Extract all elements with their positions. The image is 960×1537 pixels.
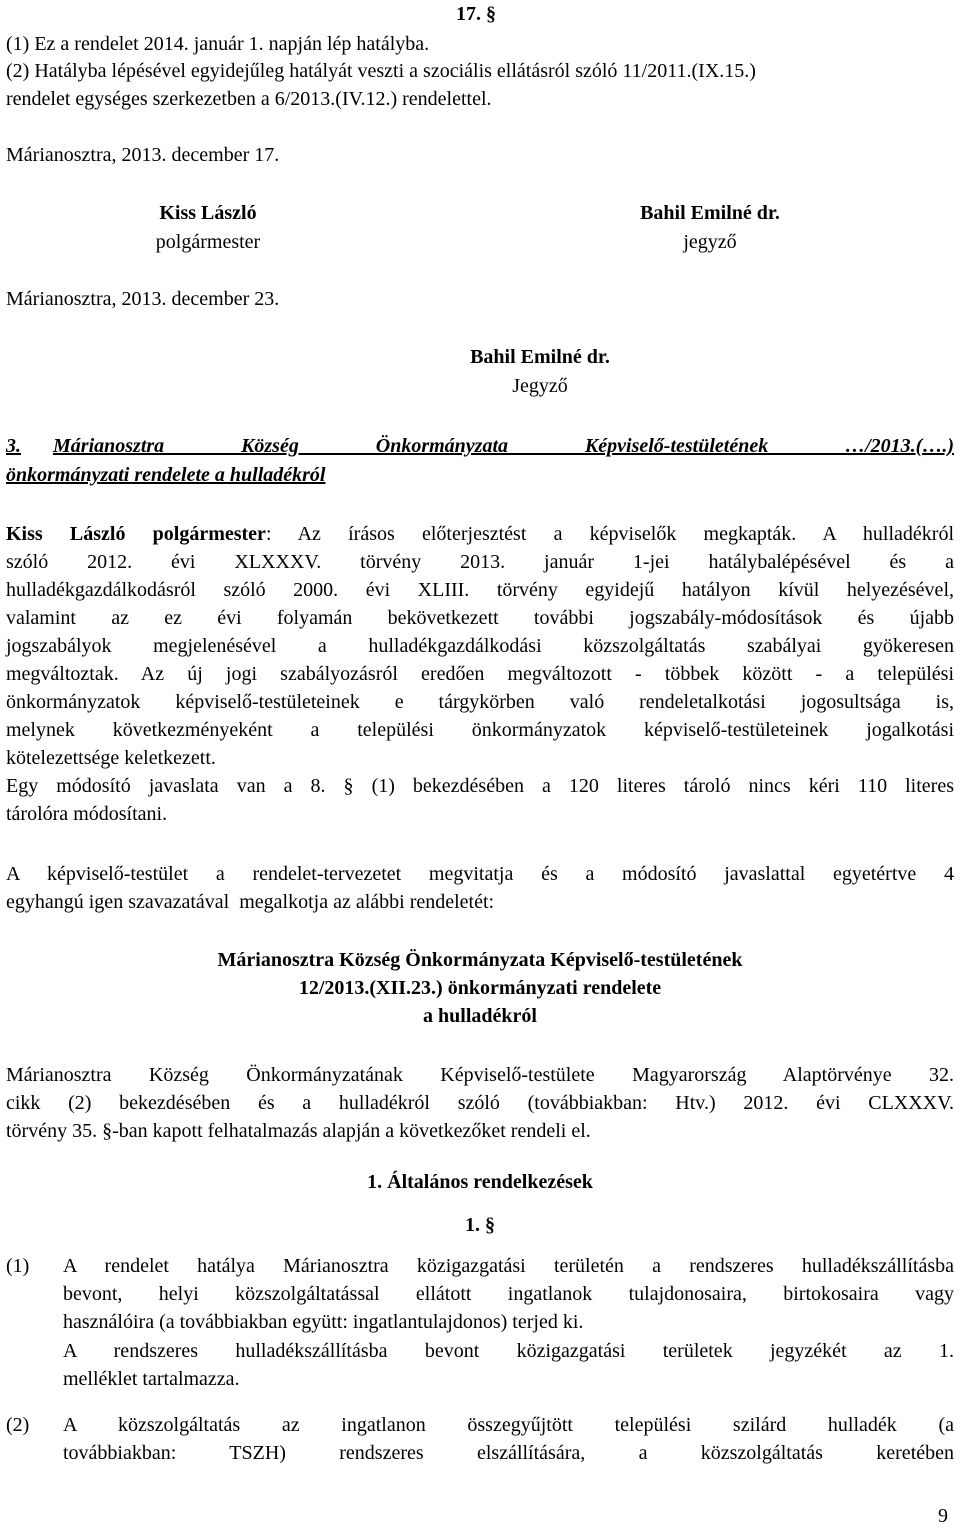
p3-line-1: A képviselő-testület a rendelet-tervezetet megvitatja és a módosító javaslattal egyetértve 4	[6, 863, 954, 885]
p1-line-6: megváltoztak. Az új jogi szabályozásról eredően megváltozott - többek között - a települési	[6, 663, 954, 685]
decree-title-line-3: a hulladékról	[423, 1005, 537, 1027]
page-number: 9	[938, 1505, 948, 1527]
decree-title-line-1: Márianosztra Község Önkormányzata Képviselő-testületének	[217, 949, 743, 971]
para-1-line-2: bevont, helyi közszolgáltatással ellátott ingatlanok tulajdonosaira, birtokosaira vagy	[63, 1283, 954, 1305]
p1-line-9: kötelezettsége keletkezett.	[6, 747, 216, 769]
p1-line-1: Kiss László polgármester: Az írásos előterjesztést a képviselők megkapták. A hulladékról	[6, 523, 954, 545]
para-1-line-4: A rendszeres hulladékszállításba bevont közigazgatási területek jegyzékét az 1.	[63, 1340, 954, 1362]
chapter-1-heading: 1. Általános rendelkezések	[367, 1171, 593, 1193]
line-3: rendelet egységes szerkezetben a 6/2013.(IV.12.) rendelettel.	[6, 88, 492, 110]
para-2-number: (2)	[6, 1414, 30, 1436]
para-2-line-2: továbbiakban: TSZH) rendszeres elszállítására, a közszolgáltatás keretében	[63, 1442, 954, 1464]
section-1-heading: 1. §	[465, 1214, 495, 1236]
p3-line-2: egyhangú igen szavazatával megalkotja az alábbi rendeletét:	[6, 891, 495, 913]
preamble-line-3: törvény 35. §-ban kapott felhatalmazás alapján a következőket rendeli el.	[6, 1120, 591, 1142]
para-1-number: (1)	[6, 1255, 30, 1277]
item-3-number: 3.	[6, 435, 21, 457]
notary-title: jegyző	[683, 231, 737, 253]
preamble-line-2: cikk (2) bekezdésében és a hulladékról szóló (továbbiakban: Htv.) 2012. évi CLXXXV.	[6, 1092, 954, 1114]
notary-name-2: Bahil Emilné dr.	[470, 346, 610, 368]
p1-line-2: szóló 2012. évi XLXXXV. törvény 2013. január 1-jei hatálybalépésével és a	[6, 551, 954, 573]
p2-line-2: tárolóra módosítani.	[6, 803, 168, 825]
item-3-title-text: Márianosztra Község Önkormányzata Képviselő-testületének …/2013.(….)	[53, 435, 954, 457]
para-2-line-1: A közszolgáltatás az ingatlanon összegyűjtött települési szilárd hulladék (a	[63, 1414, 954, 1436]
para-1-line-1: A rendelet hatálya Márianosztra közigazgatási területén a rendszeres hulladékszállításba	[63, 1255, 954, 1277]
line-2: (2) Hatályba lépésével egyidejűleg hatályát veszti a szociális ellátásról szóló 11/2011.(IX.15.)	[6, 60, 756, 82]
p1-line-7: önkormányzatok képviselő-testületeinek e tárgykörben való rendeletalkotási jogosultsága is,	[6, 691, 954, 713]
p1-line-4: valamint az ez évi folyamán bekövetkezett további jogszabály-módosítások és újabb	[6, 607, 954, 629]
preamble-line-1: Márianosztra Község Önkormányzatának Képviselő-testülete Magyarország Alaptörvénye 32.	[6, 1064, 954, 1086]
notary-title-2: Jegyző	[512, 375, 568, 397]
p1-line-5: jogszabályok megjelenésével a hulladékgazdálkodási közszolgáltatás szabályai gyökeresen	[6, 635, 954, 657]
decree-title-line-2: 12/2013.(XII.23.) önkormányzati rendelete	[298, 977, 662, 999]
section-17-heading: 17. §	[456, 3, 496, 25]
mayor-title: polgármester	[155, 231, 261, 253]
para-1-line-3: használóira (a továbbiakban együtt: ingatlantulajdonos) terjed ki.	[63, 1311, 584, 1333]
p2-line-1: Egy módosító javaslata van a 8. § (1) bekezdésében a 120 literes tároló nincs kéri 110 literes	[6, 775, 954, 797]
item-3-title-line-2: önkormányzati rendelete a hulladékról	[6, 464, 326, 486]
date-1: Márianosztra, 2013. december 17.	[6, 144, 280, 166]
para-1-line-5: melléklet tartalmazza.	[63, 1368, 240, 1390]
item-3-title-line-1	[6, 434, 954, 458]
p1-line-3: hulladékgazdálkodásról szóló 2000. évi XLIII. törvény egyidejű hatályon kívül helyezésével,	[6, 579, 954, 601]
mayor-name: Kiss László	[159, 202, 257, 224]
notary-name: Bahil Emilné dr.	[640, 202, 780, 224]
p1-line-8: melynek következményeként a települési önkormányzatok képviselő-testületeinek jogalkotási	[6, 719, 954, 741]
speaker-name: Kiss László polgármester	[6, 523, 266, 545]
line-1: (1) Ez a rendelet 2014. január 1. napján lép hatályba.	[6, 33, 430, 55]
date-2: Márianosztra, 2013. december 23.	[6, 288, 280, 310]
